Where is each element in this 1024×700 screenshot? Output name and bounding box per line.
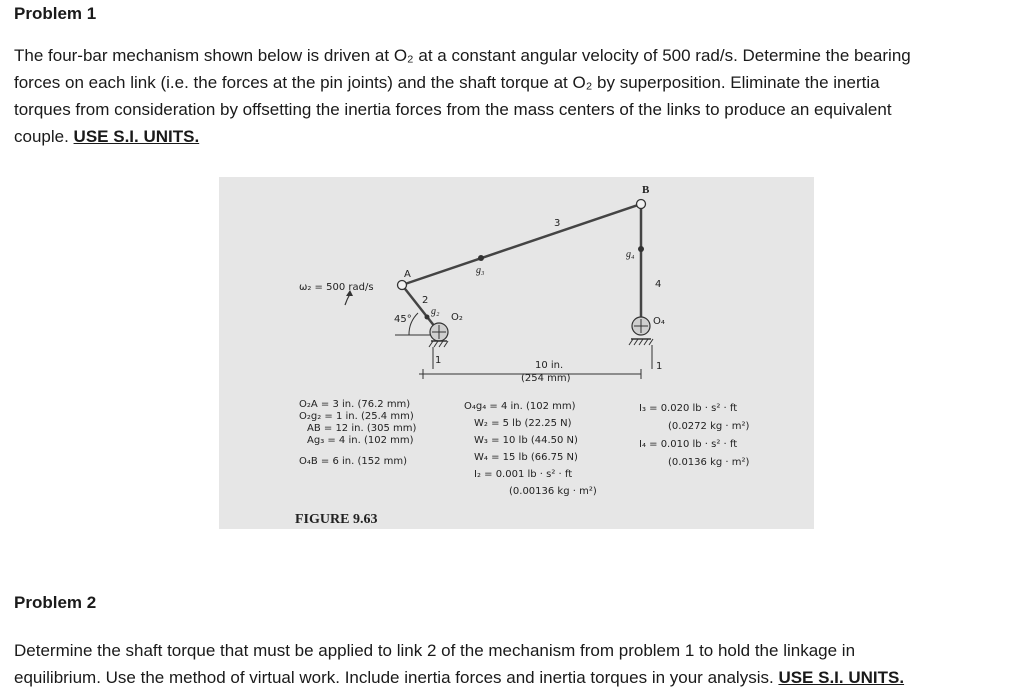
problem-1-line: forces on each link (i.e. the forces at the pin joints) and the shaft torque at O₂ by superposition. Eliminate the inertia	[14, 73, 880, 92]
dim-i4: I₄ = 0.010 lb · s² · ft	[639, 439, 738, 450]
dim-i2-si: (0.00136 kg · m²)	[509, 486, 597, 497]
dim-w2: W₂ = 5 lb (22.25 N)	[474, 418, 572, 429]
problem-1-text	[14, 42, 1014, 150]
dim-o4g4: O₄g₄ = 4 in. (102 mm)	[464, 401, 576, 412]
label-b: B	[642, 184, 650, 196]
link-1-label-left: 1	[435, 355, 442, 366]
label-g2: g₂	[431, 306, 440, 317]
problem-1-si-units-note: USE S.I. UNITS.	[73, 127, 200, 146]
dim-i2: I₂ = 0.001 lb · s² · ft	[474, 469, 573, 480]
mass-center-g3	[478, 255, 484, 261]
label-o2: O₂	[451, 312, 463, 323]
problem-1-line: The four-bar mechanism shown below is driven at O₂ at a constant angular velocity of 500 rad/s. Determine the bearing	[14, 46, 911, 65]
link-3	[402, 204, 641, 285]
problem-1-last-line	[14, 123, 1014, 150]
link-2-label: 2	[422, 295, 429, 306]
problem-2-text	[14, 637, 1014, 691]
dim-w3: W₃ = 10 lb (44.50 N)	[474, 435, 578, 446]
problem-2-line: Determine the shaft torque that must be applied to link 2 of the mechanism from problem 1 to hold the linkage in	[14, 641, 856, 660]
joint-b	[637, 200, 646, 209]
omega-label: ω₂ = 500 rad/s	[299, 282, 374, 293]
ground-support-o4	[629, 317, 653, 345]
dim-i3-si: (0.0272 kg · m²)	[668, 421, 750, 432]
problem-2-line-prefix: equilibrium. Use the method of virtual work. Include inertia forces and inertia torques in your analysis.	[14, 668, 779, 687]
dim-o2a: O₂A = 3 in. (76.2 mm)	[299, 399, 411, 410]
label-g4: g₄	[626, 249, 635, 260]
angle-label: 45°	[394, 314, 412, 325]
label-g3: g₃	[476, 265, 485, 276]
figure-9-63	[219, 177, 814, 529]
dim-o4b: O₄B = 6 in. (152 mm)	[299, 456, 408, 467]
dim-w4: W₄ = 15 lb (66.75 N)	[474, 452, 578, 463]
label-o4: O₄	[653, 316, 665, 327]
link-3-label: 3	[554, 218, 561, 229]
problem-1-heading: Problem 1	[14, 4, 97, 23]
problem-2-heading: Problem 2	[14, 593, 97, 612]
link-4-label: 4	[655, 279, 662, 290]
ground-support-o2	[429, 323, 448, 347]
problem-1-line-prefix: couple.	[14, 127, 74, 146]
ground-span-si-label: (254 mm)	[521, 373, 571, 384]
dim-ag3: Ag₃ = 4 in. (102 mm)	[307, 435, 414, 446]
mass-center-g2	[425, 315, 430, 320]
dim-i4-si: (0.0136 kg · m²)	[668, 457, 750, 468]
problem-2-last-line	[14, 664, 1014, 691]
link-1-label-right: 1	[656, 361, 663, 372]
mass-center-g4	[638, 246, 644, 252]
problem-2-si-units-note: USE S.I. UNITS.	[778, 668, 905, 687]
problem-1-line: torques from consideration by offsetting the inertia forces from the mass centers of the links to produce an equivalent	[14, 100, 892, 119]
joint-a	[398, 281, 407, 290]
ground-span-label: 10 in.	[535, 360, 564, 371]
dim-o2g2: O₂g₂ = 1 in. (25.4 mm)	[299, 411, 414, 422]
dim-ab: AB = 12 in. (305 mm)	[307, 423, 417, 434]
dim-i3: I₃ = 0.020 lb · s² · ft	[639, 403, 738, 414]
label-a: A	[404, 269, 411, 280]
figure-caption: FIGURE 9.63	[295, 512, 378, 527]
